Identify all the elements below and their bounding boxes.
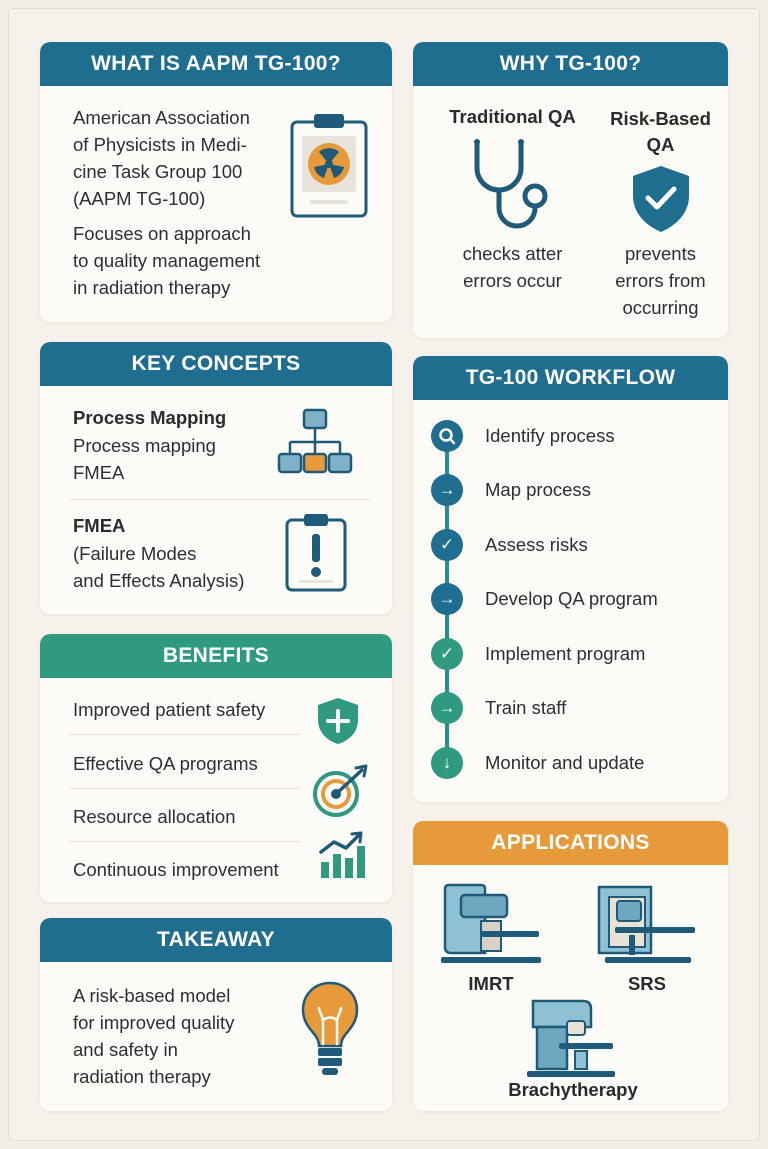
risk-based-label-line: Risk-Based bbox=[610, 108, 711, 129]
risk-based-label-line: QA bbox=[646, 134, 675, 155]
stethoscope-icon bbox=[463, 138, 563, 238]
benefit-divider bbox=[70, 734, 300, 735]
benefit-item: Continuous improvement bbox=[73, 859, 279, 880]
arrow-right-icon: → bbox=[431, 692, 463, 724]
traditional-qa-label: Traditional QA bbox=[449, 106, 576, 127]
clipboard-radiation-icon bbox=[288, 112, 372, 220]
workflow-step-label: Monitor and update bbox=[485, 752, 645, 773]
what-is-focus bbox=[73, 220, 260, 301]
what-is-line: American Association bbox=[73, 107, 250, 128]
workflow-title: TG-100 WORKFLOW bbox=[413, 356, 728, 400]
benefit-item: Improved patient safety bbox=[73, 699, 266, 720]
shield-check-icon bbox=[629, 164, 693, 234]
workflow-step-label: Map process bbox=[485, 479, 591, 500]
risk-based-desc-line: occurring bbox=[622, 297, 699, 318]
takeaway-title: TAKEAWAY bbox=[40, 918, 392, 962]
applications-title: APPLICATIONS bbox=[413, 821, 728, 865]
why-card bbox=[413, 42, 728, 338]
traditional-qa-desc-line: checks atter bbox=[462, 243, 563, 264]
traditional-qa-desc-line: errors occur bbox=[463, 270, 562, 291]
what-is-focus-line: Focuses on approach bbox=[73, 223, 251, 244]
application-srs: SRS bbox=[627, 973, 667, 994]
growth-chart-icon bbox=[318, 830, 366, 880]
what-is-line: cine Task Group 100 bbox=[73, 161, 243, 182]
concepts-divider bbox=[70, 499, 370, 500]
workflow-step bbox=[431, 688, 566, 728]
what-is-title: WHAT IS AAPM TG-100? bbox=[40, 42, 392, 86]
what-is-line: (AAPM TG-100) bbox=[73, 188, 206, 209]
risk-based-desc-line: errors from bbox=[615, 270, 706, 291]
process-mapping-block bbox=[73, 404, 226, 486]
benefit-item: Effective QA programs bbox=[73, 753, 258, 774]
process-mapping-line: FMEA bbox=[73, 462, 125, 483]
workflow-step bbox=[431, 416, 615, 456]
applications-card bbox=[413, 821, 728, 1111]
takeaway-line: radiation therapy bbox=[73, 1066, 211, 1087]
what-is-focus-line: to quality management bbox=[73, 250, 261, 271]
search-icon bbox=[431, 420, 463, 452]
workflow-step-label: Implement program bbox=[485, 643, 646, 664]
key-concepts-title: KEY CONCEPTS bbox=[40, 342, 392, 386]
check-icon: ✓ bbox=[431, 529, 463, 561]
takeaway-line: A risk-based model bbox=[73, 985, 231, 1006]
lightbulb-icon bbox=[298, 980, 362, 1080]
benefit-item: Resource allocation bbox=[73, 806, 236, 827]
benefits-card bbox=[40, 634, 392, 902]
workflow-step-label: Assess risks bbox=[485, 534, 588, 555]
workflow-step bbox=[431, 525, 588, 565]
check-icon: ✓ bbox=[431, 638, 463, 670]
why-title: WHY TG-100? bbox=[413, 42, 728, 86]
imrt-machine-icon bbox=[441, 883, 545, 969]
process-mapping-line: Process mapping bbox=[73, 435, 216, 456]
workflow-step-label: Develop QA program bbox=[485, 588, 658, 609]
brachytherapy-machine-icon bbox=[523, 997, 619, 1083]
key-concepts-card bbox=[40, 342, 392, 614]
workflow-step bbox=[431, 579, 658, 619]
arrow-right-icon: → bbox=[431, 474, 463, 506]
what-is-focus-line: in radiation therapy bbox=[73, 277, 231, 298]
target-icon bbox=[312, 764, 372, 820]
clipboard-alert-icon bbox=[284, 512, 348, 592]
org-chart-icon bbox=[276, 408, 356, 480]
traditional-qa-description bbox=[435, 240, 590, 294]
benefit-divider bbox=[70, 788, 300, 789]
workflow-card bbox=[413, 356, 728, 802]
workflow-step-label: Train staff bbox=[485, 697, 567, 718]
takeaway-text bbox=[73, 982, 234, 1090]
application-brachytherapy: Brachytherapy bbox=[508, 1079, 638, 1100]
benefit-divider bbox=[70, 841, 300, 842]
workflow-step-label: Identify process bbox=[485, 425, 615, 446]
fmea-heading: FMEA bbox=[73, 515, 126, 536]
what-is-description bbox=[73, 104, 250, 212]
shield-plus-icon bbox=[316, 696, 360, 746]
what-is-card bbox=[40, 42, 392, 322]
risk-based-qa-description bbox=[598, 240, 723, 321]
takeaway-card bbox=[40, 918, 392, 1111]
arrow-down-icon: ↓ bbox=[431, 747, 463, 779]
risk-based-qa-label bbox=[598, 106, 723, 158]
fmea-block bbox=[73, 512, 244, 594]
what-is-line: of Physicists in Medi- bbox=[73, 134, 247, 155]
application-imrt: IMRT bbox=[468, 973, 514, 994]
process-mapping-heading: Process Mapping bbox=[73, 407, 227, 428]
risk-based-desc-line: prevents bbox=[625, 243, 696, 264]
takeaway-line: for improved quality bbox=[73, 1012, 235, 1033]
fmea-line: (Failure Modes bbox=[73, 543, 197, 564]
srs-machine-icon bbox=[595, 883, 699, 969]
benefits-title: BENEFITS bbox=[40, 634, 392, 678]
workflow-step bbox=[431, 743, 644, 783]
workflow-step bbox=[431, 470, 591, 510]
fmea-line: and Effects Analysis) bbox=[73, 570, 245, 591]
workflow-step bbox=[431, 634, 645, 674]
takeaway-line: and safety in bbox=[73, 1039, 178, 1060]
arrow-right-icon: → bbox=[431, 583, 463, 615]
